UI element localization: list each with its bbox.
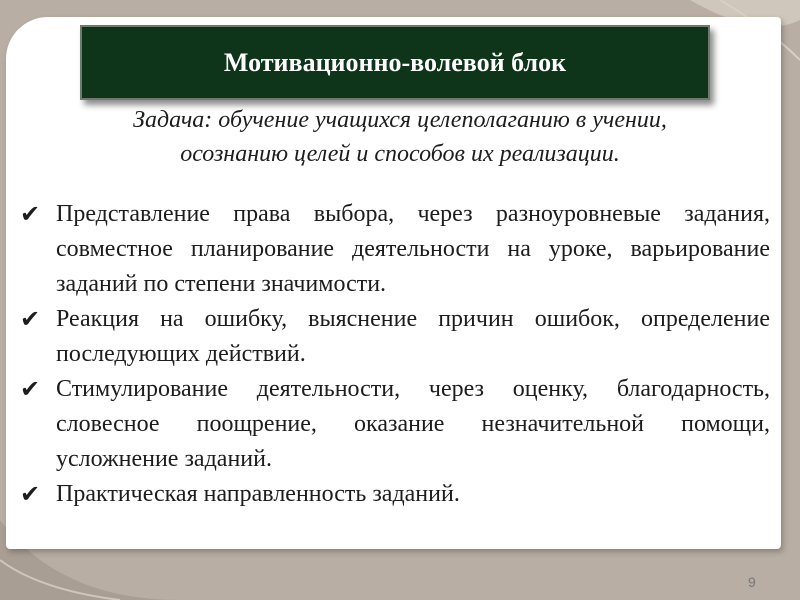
- bullet-text: Практическая направленность заданий.: [56, 481, 460, 507]
- checkmark-icon: ✔: [20, 480, 41, 508]
- bullet-text: Стимулирование деятельности, через оценку, благодарность, словесное поощрение, оказание незначительной помощи, усложнение заданий.: [56, 376, 770, 472]
- bullet-text: Реакция на ошибку, выяснение причин ошибок, определение последующих действий.: [56, 306, 770, 367]
- title-bar: [80, 25, 710, 100]
- checkmark-icon: ✔: [20, 375, 41, 403]
- task-line-1: Задача: обучение учащихся целеполаганию в учении,: [133, 107, 667, 133]
- list-item: [18, 197, 770, 302]
- list-item: [18, 372, 770, 477]
- checkmark-icon: ✔: [20, 200, 41, 228]
- bullet-text: Представление права выбора, через разноуровневые задания, совместное планирование деятельности на уроке, варьирование заданий по степени значимости.: [56, 201, 770, 297]
- task-line-2: осознанию целей и способов их реализации.: [180, 141, 620, 167]
- checkmark-icon: ✔: [20, 305, 41, 333]
- task-statement: [30, 103, 770, 171]
- slide-title: Мотивационно-волевой блок: [223, 47, 567, 77]
- list-item: [18, 477, 770, 512]
- page-number: 9: [748, 574, 756, 590]
- bullet-list: [18, 197, 770, 512]
- list-item: [18, 302, 770, 372]
